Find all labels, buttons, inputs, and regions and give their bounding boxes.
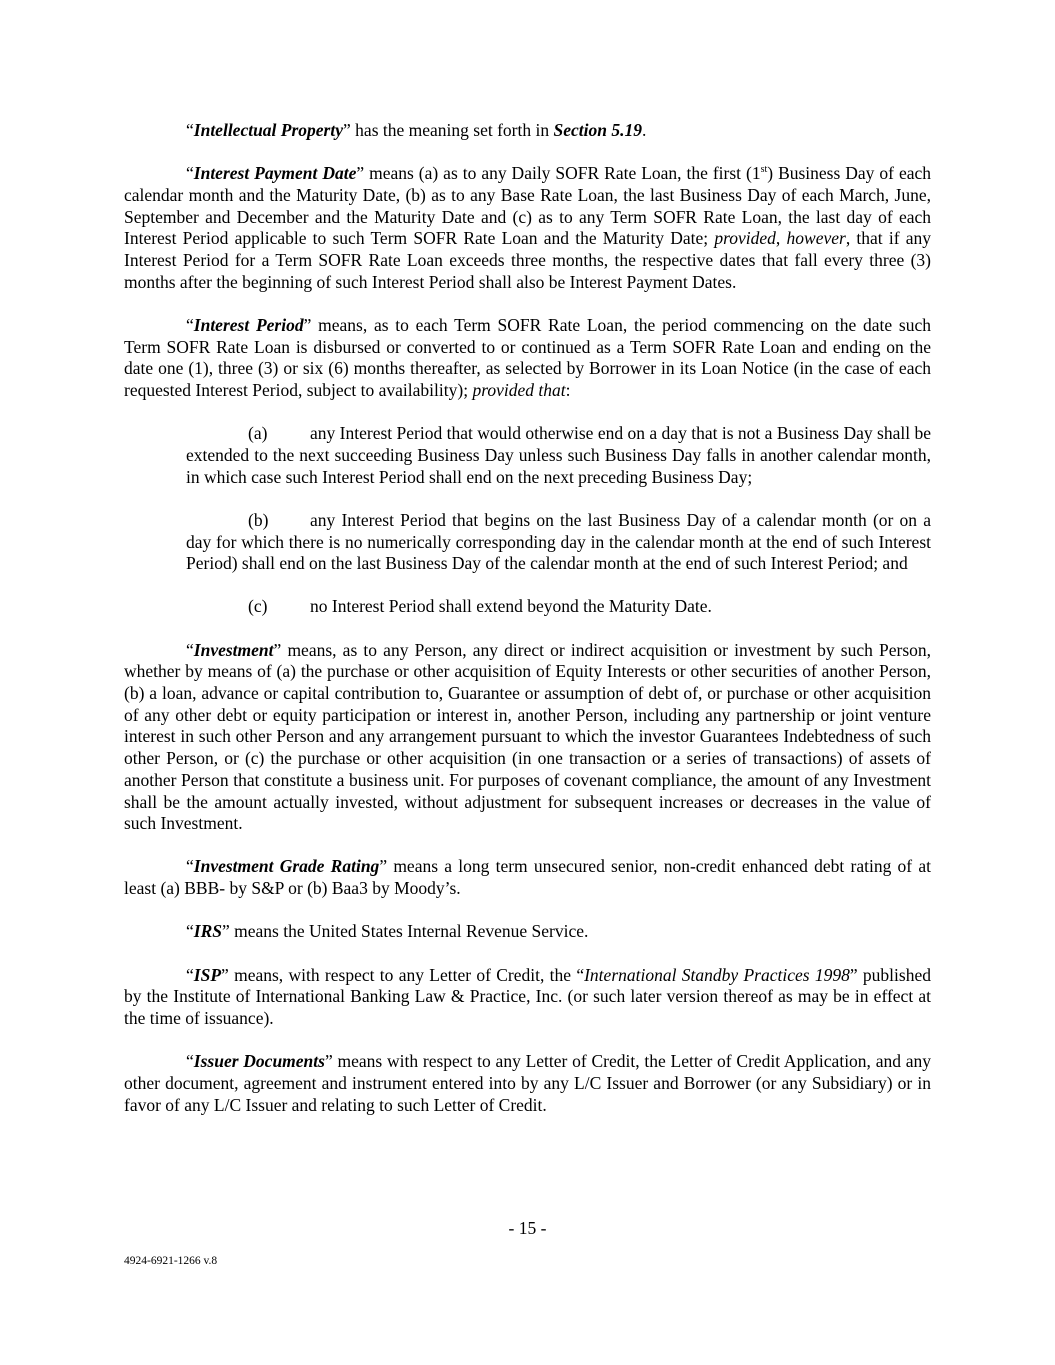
clause-label: (a) (248, 423, 268, 444)
defined-term: ISP (193, 964, 222, 985)
definition-interest-period: “Interest Period” means, as to each Term SOFR Rate Loan, the period commencing on the date such Term SOFR Rate Loan is disbursed or converted to or continued as a Term SOFR Rate Loan and ending on the date one (1), three (3) or six (6) months thereafter, as selected by Borrower in its Loan Notice (in the case of each requested Interest Period, subject to availability); provided that: (124, 314, 932, 401)
document-body (124, 120, 931, 1138)
definition-issuer-documents: “Issuer Documents” means with respect to any Letter of Credit, the Letter of Credit Application, and any other document, agreement and instrument entered into by any L/C Issuer and Borrower (or any Subsidiary) or in favor of any L/C Issuer and relating to such Letter of Credit. (124, 1051, 931, 1115)
defined-term: Investment Grade Rating (193, 856, 380, 877)
page-number: - 15 - (508, 1218, 547, 1238)
defined-term: Interest Period (193, 314, 304, 335)
definition-interest-payment-date: “Interest Payment Date” means (a) as to any Daily SOFR Rate Loan, the first (1st) Business Day of each calendar month and the Maturity Date, (b) as to any Base Rate Loan, the last Business Day of each March, June, September and December and the Maturity Date and (c) as to any Term SOFR Rate Loan, the last day of each Interest Period applicable to such Term SOFR Rate Loan and the Maturity Date; provided, however, that if any Interest Period for a Term SOFR Rate Loan exceeds three months, the respective dates that fall every three (3) months after the beginning of such Interest Period shall also be Interest Payment Dates. (124, 163, 931, 292)
superscript: st (760, 164, 768, 176)
defined-term: Interest Payment Date (193, 163, 357, 184)
defined-term: IRS (193, 921, 222, 942)
clause-label: (c) (248, 596, 268, 617)
defined-term: Intellectual Property (193, 120, 344, 140)
defined-term: Issuer Documents (193, 1051, 325, 1072)
definition-isp: “ISP” means, with respect to any Letter of Credit, the “International Standby Practices 1998” published by the Institute of International Banking Law & Practice, Inc. (or such later version thereof as may be in effect at the time of issuance). (124, 964, 931, 1028)
section-reference: Section 5.19 (553, 120, 642, 140)
clause-a: (a) any Interest Period that would otherwise end on a day that is not a Business Day shall be extended to the next succeeding Business Day unless such Business Day falls in another calendar month, in which case such Interest Period shall end on the next preceding Business Day; (186, 423, 931, 487)
clause-c: (c) no Interest Period shall extend beyond the Maturity Date. (248, 596, 712, 617)
definition-investment-grade-rating: “Investment Grade Rating” means a long term unsecured senior, non-credit enhanced debt rating of at least (a) BBB- by S&P or (b) Baa3 by Moody’s. (124, 856, 931, 899)
definition-irs: “IRS” means the United States Internal Revenue Service. (186, 921, 589, 942)
definition-intellectual-property: “Intellectual Property” has the meaning set forth in Section 5.19. (186, 120, 647, 140)
clause-b: (b) any Interest Period that begins on the last Business Day of a calendar month (or on a day for which there is no numerically corresponding day in the calendar month at the end of such Interest Period) shall end on the last Business Day of the calendar month at the end of such Interest Period; and (186, 509, 931, 574)
clause-label: (b) (248, 509, 269, 530)
document-id: 4924-6921-1266 v.8 (124, 1255, 218, 1267)
defined-term: Investment (193, 639, 274, 660)
definition-investment: “Investment” means, as to any Person, any direct or indirect acquisition or investment by such Person, whether by means of (a) the purchase or other acquisition of Equity Interests or other securities of another Person, (b) a loan, advance or capital contribution to, Guarantee or assumption of debt of, or purchase or other acquisition of any other debt or equity participation or interest in, another Person, including any partnership or joint venture interest in such other Person and any arrangement pursuant to which the investor Guarantees Indebtedness of such other Person, or (c) the purchase or other acquisition (in one transaction or a series of transactions) of assets of another Person that constitute a business unit. For purposes of covenant compliance, the amount of any Investment shall be the amount actually invested, without adjustment for subsequent increases or decreases in the value of such Investment. (124, 639, 931, 834)
